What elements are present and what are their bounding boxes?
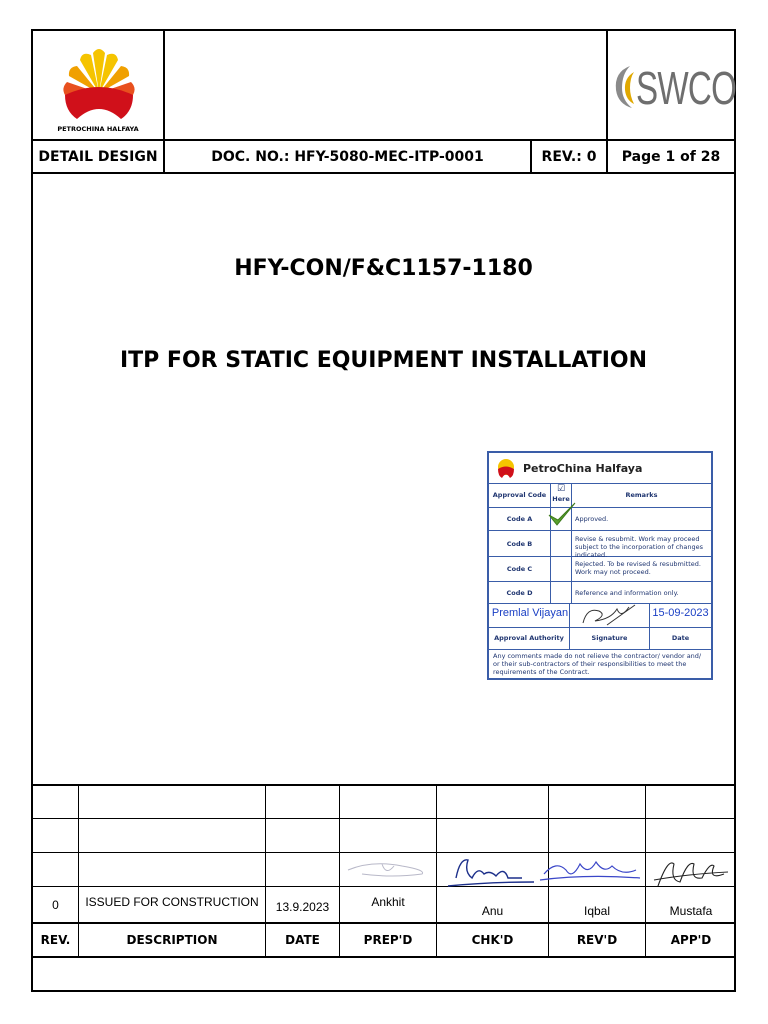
stamp-company: PetroChina Halfaya [523, 462, 643, 475]
document-code-title: HFY-CON/F&C1157-1180 [234, 256, 533, 281]
col-header-prepared: PREP'D [363, 933, 413, 947]
reviewed-cell: Iqbal [583, 904, 611, 918]
stamp-approver-name: Premlal Vijayan [491, 607, 569, 619]
stamp-code-a: Code A [506, 515, 533, 523]
stamp-label-authority: Approval Authority [494, 634, 564, 642]
stamp-code-b: Code B [506, 540, 533, 548]
checked-signature-image [438, 852, 546, 892]
header-bottom-divider [31, 172, 736, 174]
document-number: DOC. NO.: HFY-5080-MEC-ITP-0001 [211, 148, 484, 165]
design-stage: DETAIL DESIGN [38, 148, 158, 165]
stamp-code-c: Code C [506, 565, 533, 573]
prepared-signature-image [342, 856, 434, 882]
petrochina-mini-logo-icon [495, 458, 517, 480]
stamp-remark-d: Reference and information only. [575, 589, 679, 597]
contractor-logo-text: SWCO [636, 62, 737, 114]
col-header-approved: APP'D [670, 933, 712, 947]
prepared-cell: Ankhit [371, 895, 405, 909]
stamp-remark-a: Approved. [575, 515, 609, 523]
approved-signature-image [648, 856, 732, 892]
stamp-approval-date: 15-09-2023 [652, 607, 709, 619]
col-header-rev: REV. [40, 933, 71, 947]
approval-stamp [487, 451, 713, 680]
stamp-code-d: Code D [506, 589, 533, 597]
col-header-reviewed: REV'D [576, 933, 618, 947]
rev-cell: 0 [52, 898, 59, 912]
page-number: Page 1 of 28 [621, 148, 721, 165]
stamp-disclaimer: Any comments made do not relieve the contractor/ vendor and/ or their sub-contractors of their responsibilities to meet the requirements of the Contract. [493, 652, 702, 676]
document-title: ITP FOR STATIC EQUIPMENT INSTALLATION [119, 348, 648, 373]
checked-cell: Anu [481, 904, 504, 918]
date-cell: 13.9.2023 [275, 900, 330, 914]
petrochina-logo-icon [33, 31, 163, 139]
stamp-remark-b: Revise & resubmit. Work may proceed subject to the incorporation of changes indicated. [575, 535, 704, 559]
stamp-col-remarks: Remarks [625, 491, 658, 499]
col-header-checked: CHK'D [471, 933, 514, 947]
swco-swirl-icon [612, 62, 636, 112]
stamp-label-signature: Signature [591, 634, 628, 642]
client-logo-text: PETROCHINA HALFAYA [57, 125, 139, 133]
col-header-date: DATE [285, 933, 320, 947]
contractor-logo [612, 60, 737, 116]
stamp-col-tick: Here [552, 495, 570, 503]
stamp-remark-c: Rejected. To be revised & resubmitted. Work may not proceed. [575, 560, 701, 576]
checkbox-icon: ☑ [556, 484, 566, 494]
col-header-description: DESCRIPTION [126, 933, 218, 947]
stamp-label-date: Date [671, 634, 690, 642]
revision-number: REV.: 0 [541, 148, 597, 165]
checkmark-icon [547, 501, 577, 529]
stamp-col-approval-code: Approval Code [492, 491, 547, 499]
approved-cell: Mustafa [669, 904, 713, 918]
description-cell: ISSUED FOR CONSTRUCTION [85, 895, 259, 909]
stamp-signature-image [577, 601, 643, 629]
client-logo [33, 31, 163, 139]
reviewed-signature-image [536, 856, 644, 890]
